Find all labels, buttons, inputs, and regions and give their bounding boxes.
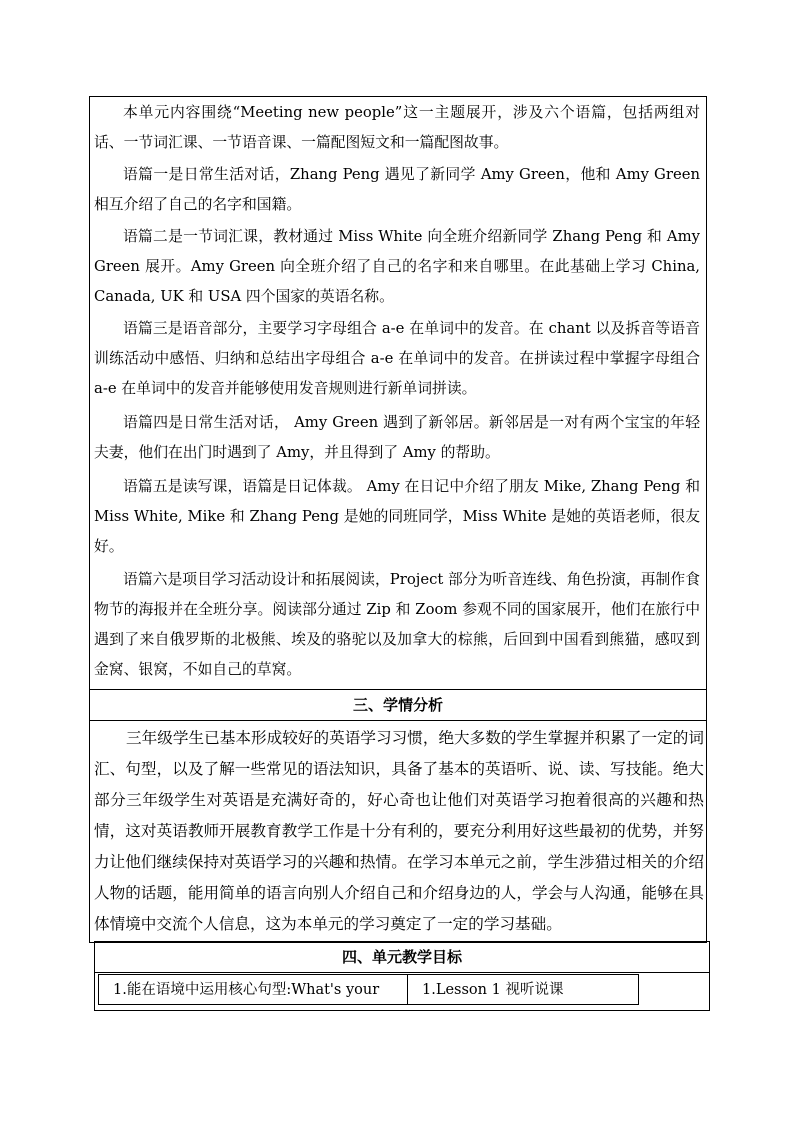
section-4-title: 四、单元教学目标: [341, 948, 462, 966]
paragraph-text-3: 语篇三是语音部分，主要学习字母组合 a-e 在单词中的发音。在 chant 以及拆音等语音训练活动中感悟、归纳和总结出字母组合 a-e 在单词中的发音。在拼读过程中掌握字母组合 a-e 在单词中的发音并能够使用发音规则进行新单词拼读。: [94, 320, 700, 397]
section-3-text: 三年级学生已基本形成较好的英语学习习惯，绝大多数的学生掌握并积累了一定的词汇、句型，以及了解一些常见的语法知识，具备了基本的英语听、说、读、写技能。绝大部分三年级学生对英语是充满好奇的，好心奇也让他们对英语学习抱着很高的兴趣和热情，这对英语教师开展教育教学工作是十分有利的，要充分利用好这些最初的优势，并努力让他们继续保持对英语学习的兴趣和热情。在学习本单元之前，学生涉猎过相关的介绍人物的话题，能用简单的语言向别人介绍自己和介绍身边的人，学会与人沟通，能够在具体情境中交流个人信息，这为本单元的学习奠定了一定的学习基础。: [94, 729, 704, 933]
paragraph-text-1: 语篇一是日常生活对话，Zhang Peng 遇见了新同学 Amy Green，他和 Amy Green 相互介绍了自己的名字和国籍。: [94, 166, 700, 213]
objective-cell-left: 1.能在语境中运用核心句型:What's your: [98, 974, 408, 1005]
objective-cell-right: 1.Lesson 1 视听说课: [407, 974, 639, 1005]
paragraph-text-6: 语篇六是项目学习活动设计和拓展阅读，Project 部分为听音连线、角色扮演，再制作食物节的海报并在全班分享。阅读部分通过 Zip 和 Zoom 参观不同的国家展开，他们在旅行中遇到了来自俄罗斯的北极熊、埃及的骆驼以及加拿大的棕熊，后回到中国看到熊猫，感叹到金窝、银窝，不如自己的草窝。: [94, 571, 700, 678]
paragraph-intro: 本单元内容围绕“Meeting new people”这一主题展开，涉及六个语篇，包括两组对话、一节词汇课、一节语音课、一篇配图短文和一篇配图故事。: [94, 104, 700, 151]
paragraph-text-5: 语篇五是读写课，语篇是日记体裁。 Amy 在日记中介绍了朋友 Mike, Zhang Peng 和 Miss White, Mike 和 Zhang Peng 是她的同班同学，Miss White 是她的英语老师，很友好。: [94, 478, 700, 555]
paragraph-text-4: 语篇四是日常生活对话， Amy Green 遇到了新邻居。新邻居是一对有两个宝宝的年轻夫妻，他们在出门时遇到了 Amy，并且得到了 Amy 的帮助。: [94, 414, 700, 461]
paragraph-text-2: 语篇二是一节词汇课，教材通过 Miss White 向全班介绍新同学 Zhang Peng 和 Amy Green 展开。Amy Green 向全班介绍了自己的名字和来自哪里。在此基础上学习 China, Canada, UK 和 USA 四个国家的英语名称。: [94, 228, 700, 305]
section-3-title: 三、学情分析: [352, 696, 443, 714]
